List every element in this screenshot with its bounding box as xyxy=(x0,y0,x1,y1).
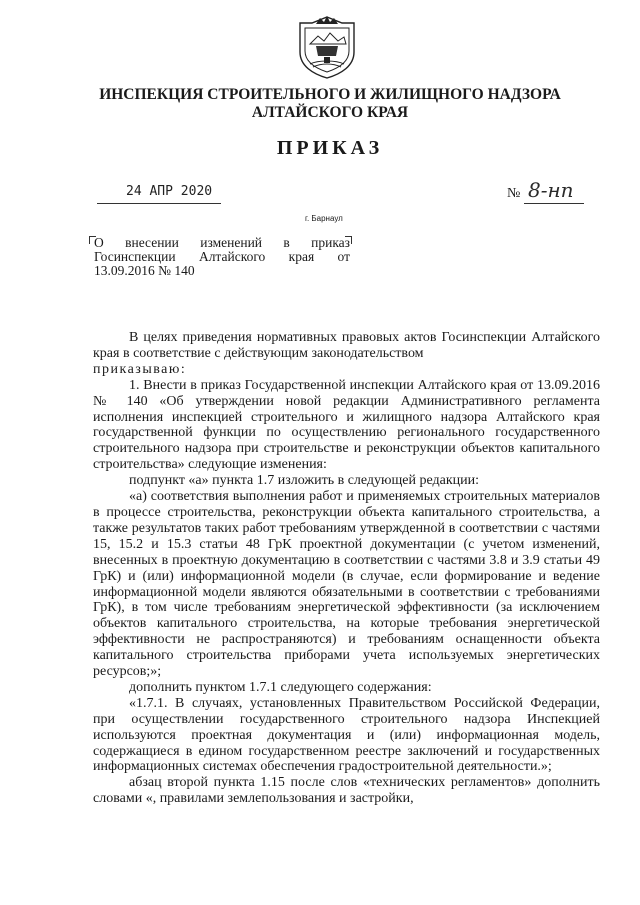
subitem-a-intro: подпункт «а» пункта 1.7 изложить в следующей редакции: xyxy=(129,473,480,489)
item-1-paragraph: 1. Внести в приказ Государственной инспекции Алтайского края от 13.09.2016 № 140 «Об утверждении новой редакции Административного регламента исполнения инспекцией строительного и жилищного надзора Алтайского края государственной функции по осуществлению регионального государственного строительного надзора при строительстве и реконструкции объектов капитального строительства» следующие изменения: xyxy=(93,377,600,473)
preamble-paragraph xyxy=(93,330,600,362)
order-body xyxy=(93,330,600,807)
number-label: № xyxy=(507,186,521,201)
organization-title-line2: АЛТАЙСКОГО КРАЯ xyxy=(251,104,409,121)
subitem-a-text: «а) соответствия выполнения работ и применяемых строительных материалов в процессе строительства, реконструкции объекта капитального строительства, а также результатов таких работ требованиям утвержденной в соответствии с частями 15, 15.2 и 15.3 статьи 48 ГрК проектной документации (с учетом изменений, внесенных в проектную документацию в соответствии с частями 3.8 и 3.9 статьи 49 ГрК) и (или) информационной модели (в случае, если формирование и ведение информационной модели являются обязательными в соответствии с требованиями ГрК), в том числе требованиям энергетической эффективности (за исключением объектов капитального строительства, на которые требования энергетической эффективности не распространяются) и требованиям оснащенности объекта капитального строительства приборами учета используемых энергетических ресурсов;»; xyxy=(93,489,600,680)
order-verb-text: приказываю: xyxy=(93,361,187,377)
handwritten-number: 8-нп xyxy=(528,178,574,202)
subject-block xyxy=(94,236,350,278)
document-type-heading: ПРИКАЗ xyxy=(276,137,384,159)
subject-line3: 13.09.2016 № 140 xyxy=(94,263,195,278)
order-verb xyxy=(93,362,600,378)
subject-line2: Госинспекции Алтайского края от xyxy=(94,249,350,264)
city-label: г. Барнаул xyxy=(305,214,343,223)
organization-title-line1: ИНСПЕКЦИЯ СТРОИТЕЛЬНОГО И ЖИЛИЩНОГО НАДЗОРА xyxy=(99,86,561,103)
subject-line1: О внесении изменений в приказ xyxy=(94,235,350,250)
item-1-7-1-intro: дополнить пунктом 1.7.1 следующего содержания: xyxy=(129,679,432,695)
item-1-15-amendment: абзац второй пункта 1.15 после слов «технических регламентов» дополнить словами «, правилами землепользования и застройки, xyxy=(93,775,600,807)
number-underline xyxy=(524,203,584,204)
date-stamp: 24 АПР 2020 xyxy=(126,184,213,199)
item-1-7-1-text: «1.7.1. В случаях, установленных Правительством Российской Федерации, при осуществлении государственного строительного надзора Инспекцией используются проектная документация и (или) информационная модель, содержащиеся в едином государственном реестре заключений и государственных информационных системах обеспечения градостроительной деятельности.»; xyxy=(93,695,600,775)
altai-krai-coat-of-arms-icon xyxy=(296,14,358,80)
organization-title xyxy=(60,86,600,122)
preamble-text: В целях приведения нормативных правовых актов Госинспекции Алтайского края в соответствие с действующим законодательством xyxy=(93,330,600,361)
date-underline xyxy=(97,203,221,204)
